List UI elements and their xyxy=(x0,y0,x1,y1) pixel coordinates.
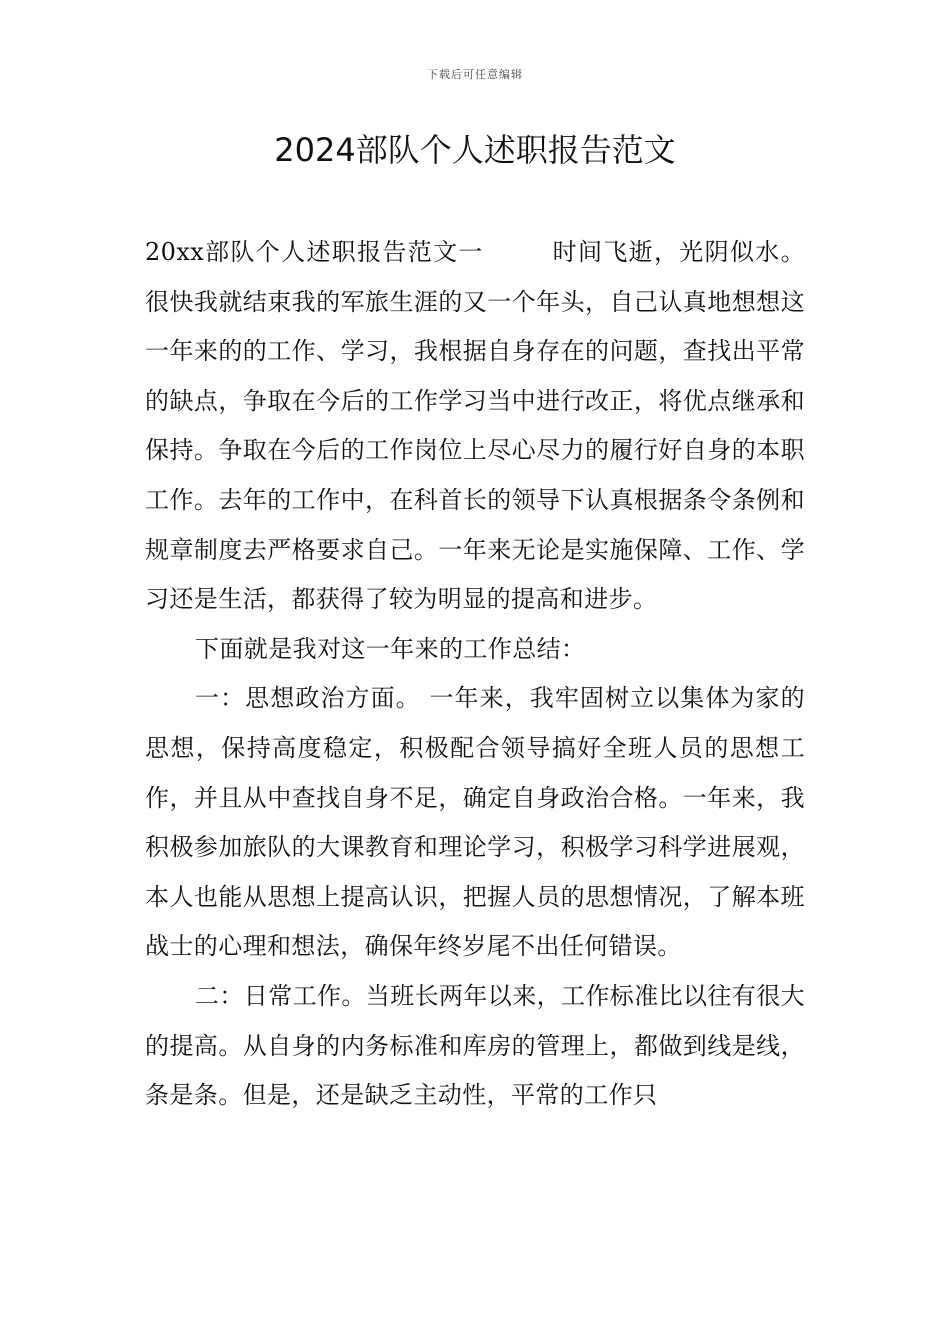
paragraph-3: 一：思想政治方面。 一年来，我牢固树立以集体为家的思想，保持高度稳定，积极配合领导搞好全班人员的思想工作，并且从中查找自身不足，确定自身政治合格。一年来，我积极参加旅队的大课教育和理论学习，积极学习科学进展观，本人也能从思想上提高认识，把握人员的思想情况，了解本班战士的心理和想法，确保年终岁尾不出任何错误。 xyxy=(145,684,805,961)
paragraph-intro xyxy=(145,228,805,625)
intro-label: 20xx部队个人述职报告范文一 xyxy=(145,238,484,266)
paragraph-2: 下面就是我对这一年来的工作总结： xyxy=(195,634,586,663)
header-note: 下载后可任意编辑 xyxy=(427,68,523,81)
paragraph-4: 二：日常工作。当班长两年以来，工作标准比以往有很大的提高。从自身的内务标准和库房的管理上，都做到线是线，条是条。但是，还是缺乏主动性，平常的工作只 xyxy=(145,981,805,1110)
document-body xyxy=(145,228,805,1121)
document-title: 2024部队个人述职报告范文 xyxy=(274,131,676,169)
paragraph-1-text: 时间飞逝，光阴似水。很快我就结束我的军旅生涯的又一个年头，自己认真地想想这一年来的的工作、学习，我根据自身存在的问题，查找出平常的缺点，争取在今后的工作学习当中进行改正，将优点继承和保持。争取在今后的工作岗位上尽心尽力的履行好自身的本职工作。去年的工作中，在科首长的领导下认真根据条令条例和规章制度去严格要求自己。一年来无论是实施保障、工作、学习还是生活，都获得了较为明显的提高和进步。 xyxy=(145,238,806,614)
